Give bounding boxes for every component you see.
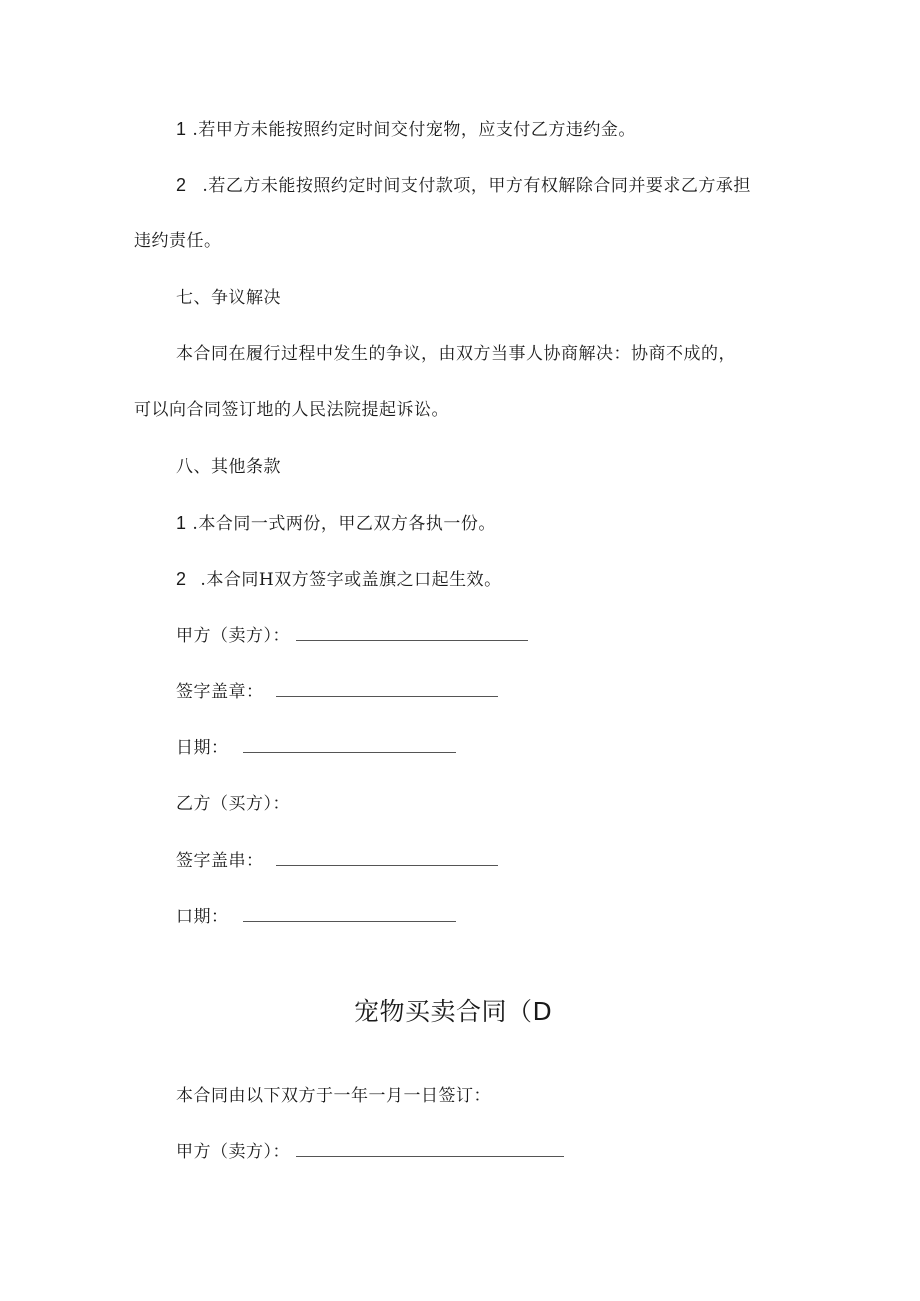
item-text: .若乙方未能按照约定时间支付款项，甲方有权解除合同并要求乙方承担	[202, 176, 751, 196]
contract-intro: 本合同由以下双方于一年一月一日签订：	[176, 1086, 491, 1106]
item-number: 2	[176, 569, 187, 589]
party-b-date-blank[interactable]	[243, 906, 456, 922]
party-a-signature-row	[176, 625, 528, 647]
item-number: 1	[176, 119, 187, 139]
breach-item-1	[176, 118, 636, 141]
party-a-date-label: 日期：	[176, 738, 229, 758]
item-number: 1	[176, 513, 187, 533]
party-b-date-row	[176, 906, 456, 928]
party-b-label: 乙方（买方）：	[176, 794, 290, 814]
breach-item-2-continued: 违约责任。	[134, 231, 222, 251]
party-b-sign-blank[interactable]	[276, 850, 498, 866]
item-text: .本合同H双方签字或盖旗之口起生效。	[200, 570, 502, 590]
contract-title: 宠物买卖合同（D	[354, 997, 553, 1026]
dispute-paragraph-line-1: 本合同在履行过程中发生的争议，由双方当事人协商解决：协商不成的，	[176, 344, 736, 364]
section-heading-other-terms: 八、其他条款	[176, 457, 281, 477]
party-b-seal-row	[176, 850, 498, 872]
party-a-label: 甲方（卖方）：	[176, 626, 290, 646]
party-a-date-blank[interactable]	[243, 737, 456, 753]
party-a-sign-label: 签字盖章：	[176, 682, 264, 702]
breach-item-2	[176, 174, 751, 197]
party-b-signature-row	[176, 793, 290, 815]
party-a-blank[interactable]	[296, 625, 528, 641]
next-party-a-row	[176, 1141, 564, 1163]
next-party-a-label: 甲方（卖方）：	[176, 1142, 290, 1162]
party-a-seal-row	[176, 681, 498, 703]
dispute-paragraph-line-2: 可以向合同签订地的人民法院提起诉讼。	[134, 400, 449, 420]
next-party-a-blank[interactable]	[296, 1141, 564, 1157]
party-b-sign-label: 签字盖串：	[176, 851, 264, 871]
party-a-date-row	[176, 737, 456, 759]
item-text: .本合同一式两份，甲乙双方各执一份。	[192, 514, 496, 534]
party-a-sign-blank[interactable]	[276, 681, 498, 697]
other-terms-item-2	[176, 568, 502, 591]
party-b-date-label: 口期：	[176, 907, 229, 927]
item-number: 2	[176, 175, 187, 195]
item-text: .若甲方未能按照约定时间交付宠物，应支付乙方违约金。	[192, 120, 636, 140]
other-terms-item-1	[176, 512, 496, 535]
section-heading-dispute: 七、争议解决	[176, 288, 281, 308]
